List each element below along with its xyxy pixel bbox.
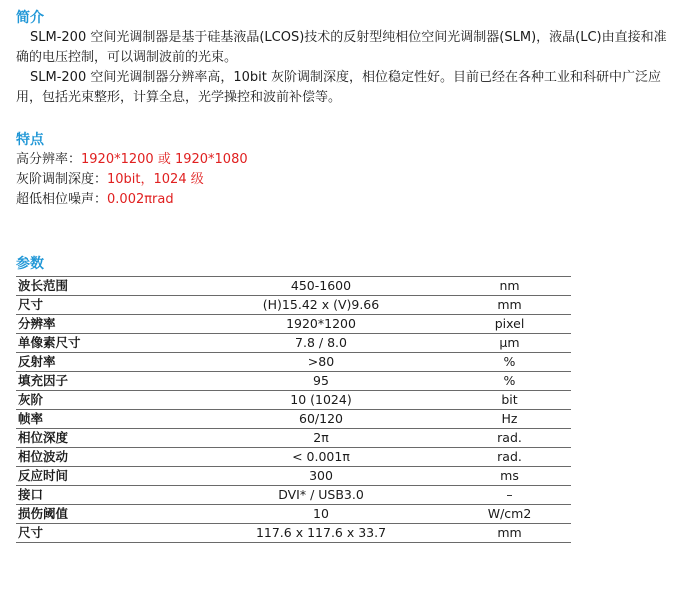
table-row (16, 277, 571, 296)
param-unit-cell: μm (446, 334, 571, 353)
param-name-cell: 波长范围 (16, 277, 194, 296)
feature-label: 超低相位噪声： (16, 192, 108, 207)
intro-paragraph-1: SLM-200 空间光调制器是基于硅基液晶(LCOS)技术的反射型纯相位空间光调制器(SLM)，液晶(LC)由直接和准确的电压控制，可以调制波前的光束。 (16, 30, 667, 65)
param-value-cell: 10 (194, 505, 446, 524)
param-value-cell: DVI* / USB3.0 (194, 486, 446, 505)
param-unit-cell: – (446, 486, 571, 505)
param-value-cell: 60/120 (194, 410, 446, 429)
param-name-cell: 灰阶 (16, 391, 194, 410)
param-value-cell: 300 (194, 467, 446, 486)
param-value-cell: 450-1600 (194, 277, 446, 296)
features-heading: 特点 (16, 132, 44, 148)
param-unit-cell: nm (446, 277, 571, 296)
param-name-cell: 单像素尺寸 (16, 334, 194, 353)
params-table-body (16, 277, 571, 543)
feature-item (16, 170, 676, 190)
param-unit-cell: % (446, 372, 571, 391)
param-value-cell: 7.8 / 8.0 (194, 334, 446, 353)
intro-paragraph-2: SLM-200 空间光调制器分辨率高，10bit 灰阶调制深度，相位稳定性好。目前已经在各种工业和科研中广泛应用，包括光束整形，计算全息，光学操控和波前补偿等。 (16, 70, 661, 105)
feature-value: 1920*1200 或 1920*1080 (81, 152, 248, 167)
param-name-cell: 反应时间 (16, 467, 194, 486)
table-row (16, 505, 571, 524)
param-name-cell: 接口 (16, 486, 194, 505)
feature-label: 灰阶调制深度： (16, 172, 108, 187)
param-value-cell: < 0.001π (194, 448, 446, 467)
feature-label: 高分辨率： (16, 152, 82, 167)
params-heading: 参数 (16, 256, 44, 272)
param-name-cell: 帧率 (16, 410, 194, 429)
feature-item (16, 190, 676, 210)
table-row (16, 296, 571, 315)
table-row (16, 334, 571, 353)
param-value-cell: 10 (1024) (194, 391, 446, 410)
param-name-cell: 相位波动 (16, 448, 194, 467)
document-page (16, 8, 676, 543)
param-unit-cell: W/cm2 (446, 505, 571, 524)
table-row (16, 372, 571, 391)
param-unit-cell: Hz (446, 410, 571, 429)
param-unit-cell: ms (446, 467, 571, 486)
param-value-cell: (H)15.42 x (V)9.66 (194, 296, 446, 315)
param-name-cell: 尺寸 (16, 296, 194, 315)
param-name-cell: 损伤阈值 (16, 505, 194, 524)
table-row (16, 353, 571, 372)
table-row (16, 524, 571, 543)
param-value-cell: 117.6 x 117.6 x 33.7 (194, 524, 446, 543)
param-unit-cell: % (446, 353, 571, 372)
table-row (16, 315, 571, 334)
feature-item (16, 150, 676, 170)
param-value-cell: >80 (194, 353, 446, 372)
param-unit-cell: mm (446, 524, 571, 543)
table-row (16, 410, 571, 429)
features-list (16, 150, 676, 210)
table-row (16, 467, 571, 486)
feature-value: 10bit，1024 级 (107, 172, 204, 187)
param-unit-cell: rad. (446, 429, 571, 448)
intro-heading: 简介 (16, 10, 44, 26)
table-row (16, 391, 571, 410)
param-value-cell: 95 (194, 372, 446, 391)
param-unit-cell: pixel (446, 315, 571, 334)
param-name-cell: 反射率 (16, 353, 194, 372)
params-table (16, 276, 571, 543)
param-value-cell: 2π (194, 429, 446, 448)
table-row (16, 486, 571, 505)
feature-value: 0.002πrad (107, 192, 174, 207)
param-unit-cell: rad. (446, 448, 571, 467)
param-name-cell: 相位深度 (16, 429, 194, 448)
param-name-cell: 填充因子 (16, 372, 194, 391)
table-row (16, 448, 571, 467)
param-name-cell: 分辨率 (16, 315, 194, 334)
param-value-cell: 1920*1200 (194, 315, 446, 334)
param-unit-cell: bit (446, 391, 571, 410)
param-unit-cell: mm (446, 296, 571, 315)
table-row (16, 429, 571, 448)
param-name-cell: 尺寸 (16, 524, 194, 543)
